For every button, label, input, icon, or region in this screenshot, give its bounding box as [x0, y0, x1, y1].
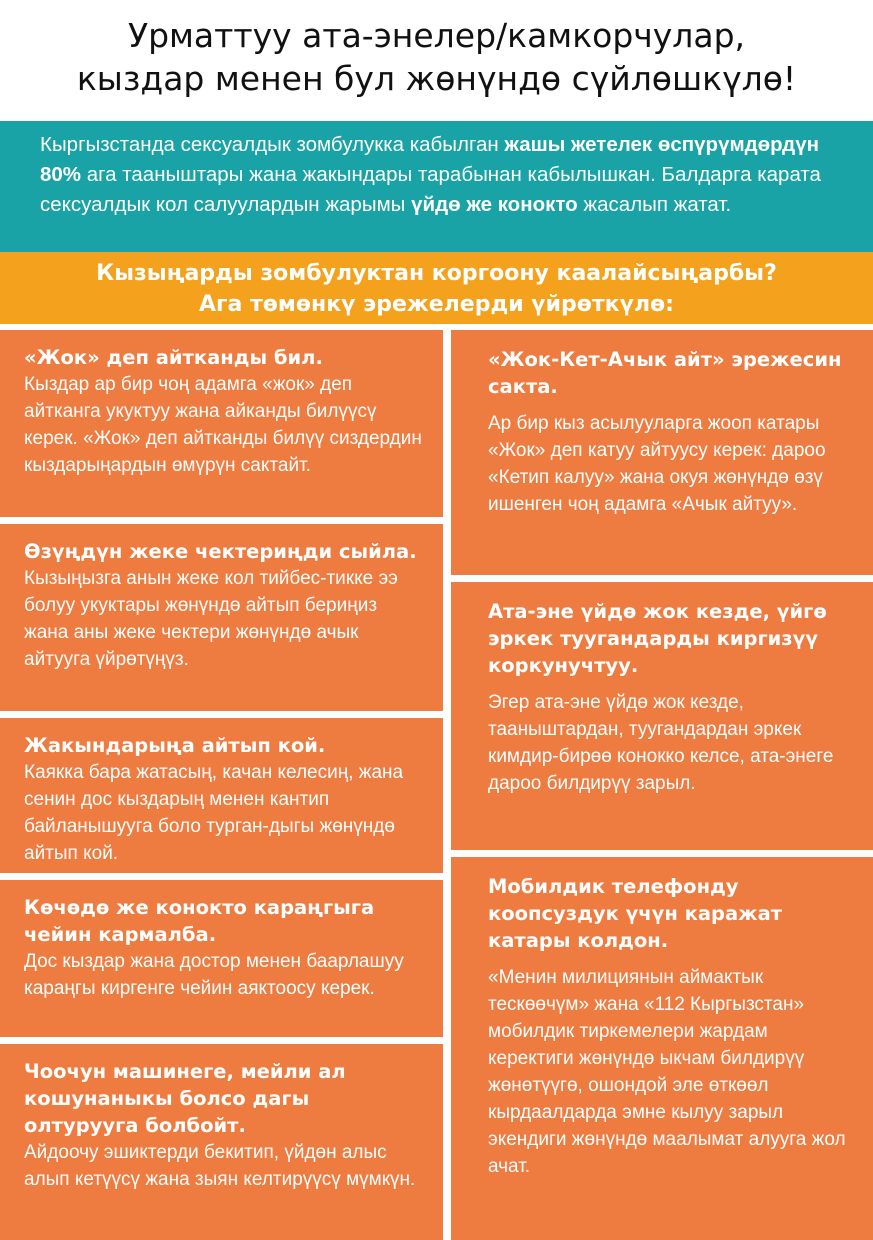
rule-title: Көчөдө же конокто караңгыга чейин кармалба. [24, 896, 375, 946]
rule-body: Дос кыздар жана достор менен баарлашуу караңгы киргенге чейин аяктоосу керек. [24, 951, 404, 999]
rule-title: Өзүңдүн жеке чектериңди сыйла. [24, 540, 417, 563]
rule-title: Чоочун машинеге, мейли ал кошунаныкы болсо дагы олтурууга болбойт. [24, 1060, 346, 1137]
intro-block [0, 121, 873, 252]
rule-card-boundaries [0, 524, 443, 711]
rule-title: «Жок» деп айтканды бил. [24, 346, 323, 369]
rule-body: Кызыңызга анын жеке кол тийбес-тикке ээ болуу укуктары жөнүндө айтып бериңиз жана аны жеке чектери жөнүндө ачык айтууга үйрөтүңүз. [24, 568, 398, 670]
intro-highlight-2: үйдө же конокто [411, 193, 578, 216]
rule-body: «Менин милициянын аймактык тескөөчүм» жана «112 Кыргызстан» мобилдик тиркемелери жардам керектиги жөнүндө ыкчам билдирүү жөнөтүүгө, ошондой эле өткөөл кырдаалдарда эмне кылуу зарыл экендиги жөнүндө маалымат алууга жол ачат. [488, 967, 846, 1177]
rule-body: Кыздар ар бир чоң адамга «жок» деп айтканга укуктуу жана айканды билүүсү керек. «Жок» деп айтканды билүү сиздердин кыздарыңардын өмүрүн сактайт. [24, 374, 422, 476]
intro-highlight-1: жашы жетелек өспүрүмдөрдүн 80% [40, 133, 819, 186]
rule-card-say-no [0, 330, 443, 517]
intro-text-2: ага тааныштары жана жакындары тарабынан кабылышкан. Балдарга карата сексуалдык кол салуулардын жарымы [40, 163, 821, 216]
banner-line-1: Кызыңарды зомбулуктан коргоону каалайсыңарбы? [96, 261, 777, 286]
rule-body: Каякка бара жатасың, качан келесиң, жана сенин дос кыздарың менен кантип байланышууга боло турган-дыгы жөнүндө айтып кой. [24, 762, 404, 864]
rule-title: Мобилдик телефонду коопсуздук үчүн каражат катары колдон. [488, 875, 783, 952]
page-title [0, 14, 873, 100]
rule-card-no-go-tell [451, 330, 873, 575]
rule-body: Эгер ата-эне үйдө жок кезде, тааныштардан, туугандардан эркек кимдир-бирөө конокко келсе, ата-энеге дароо билдирүү зарыл. [488, 692, 834, 794]
rule-body: Айдоочу эшиктерди бекитип, үйдөн алыс алып кетүүсү жана зыян келтирүүсү мүмкүн. [24, 1142, 416, 1190]
title-line-2: кыздар менен бул жөнүндө сүйлөшкүлө! [76, 59, 797, 98]
intro-text-1: Кыргызстанда сексуалдык зомбулукка кабылган [40, 133, 505, 156]
rule-title: Ата-эне үйдө жок кезде, үйгө эркек туугандарды киргизүү коркунучтуу. [488, 600, 827, 677]
rule-body: Ар бир кыз асылууларга жооп катары «Жок» деп катуу айтуусу керек: дароо «Кетип калуу» жана окуя жөнүндө өзү ишенген чоң адамга «Ачык айтуу». [488, 413, 826, 515]
banner-line-2: Ага төмөнкү эрежелерди үйрөткүлө: [199, 292, 674, 317]
title-line-1: Урматтуу ата-энелер/камкорчулар, [127, 16, 746, 55]
rule-card-before-dark [0, 880, 443, 1037]
intro-text-3: жасалып жатат. [577, 193, 732, 216]
rule-card-male-relatives [451, 582, 873, 850]
rule-title: Жакындарыңа айтып кой. [24, 734, 326, 757]
rule-title: «Жок-Кет-Ачык айт» эрежесин сакта. [488, 348, 842, 398]
rules-banner [0, 252, 873, 324]
rule-card-mobile-phone [451, 857, 873, 1240]
rule-card-stranger-car [0, 1044, 443, 1240]
rule-card-tell-relatives [0, 718, 443, 873]
